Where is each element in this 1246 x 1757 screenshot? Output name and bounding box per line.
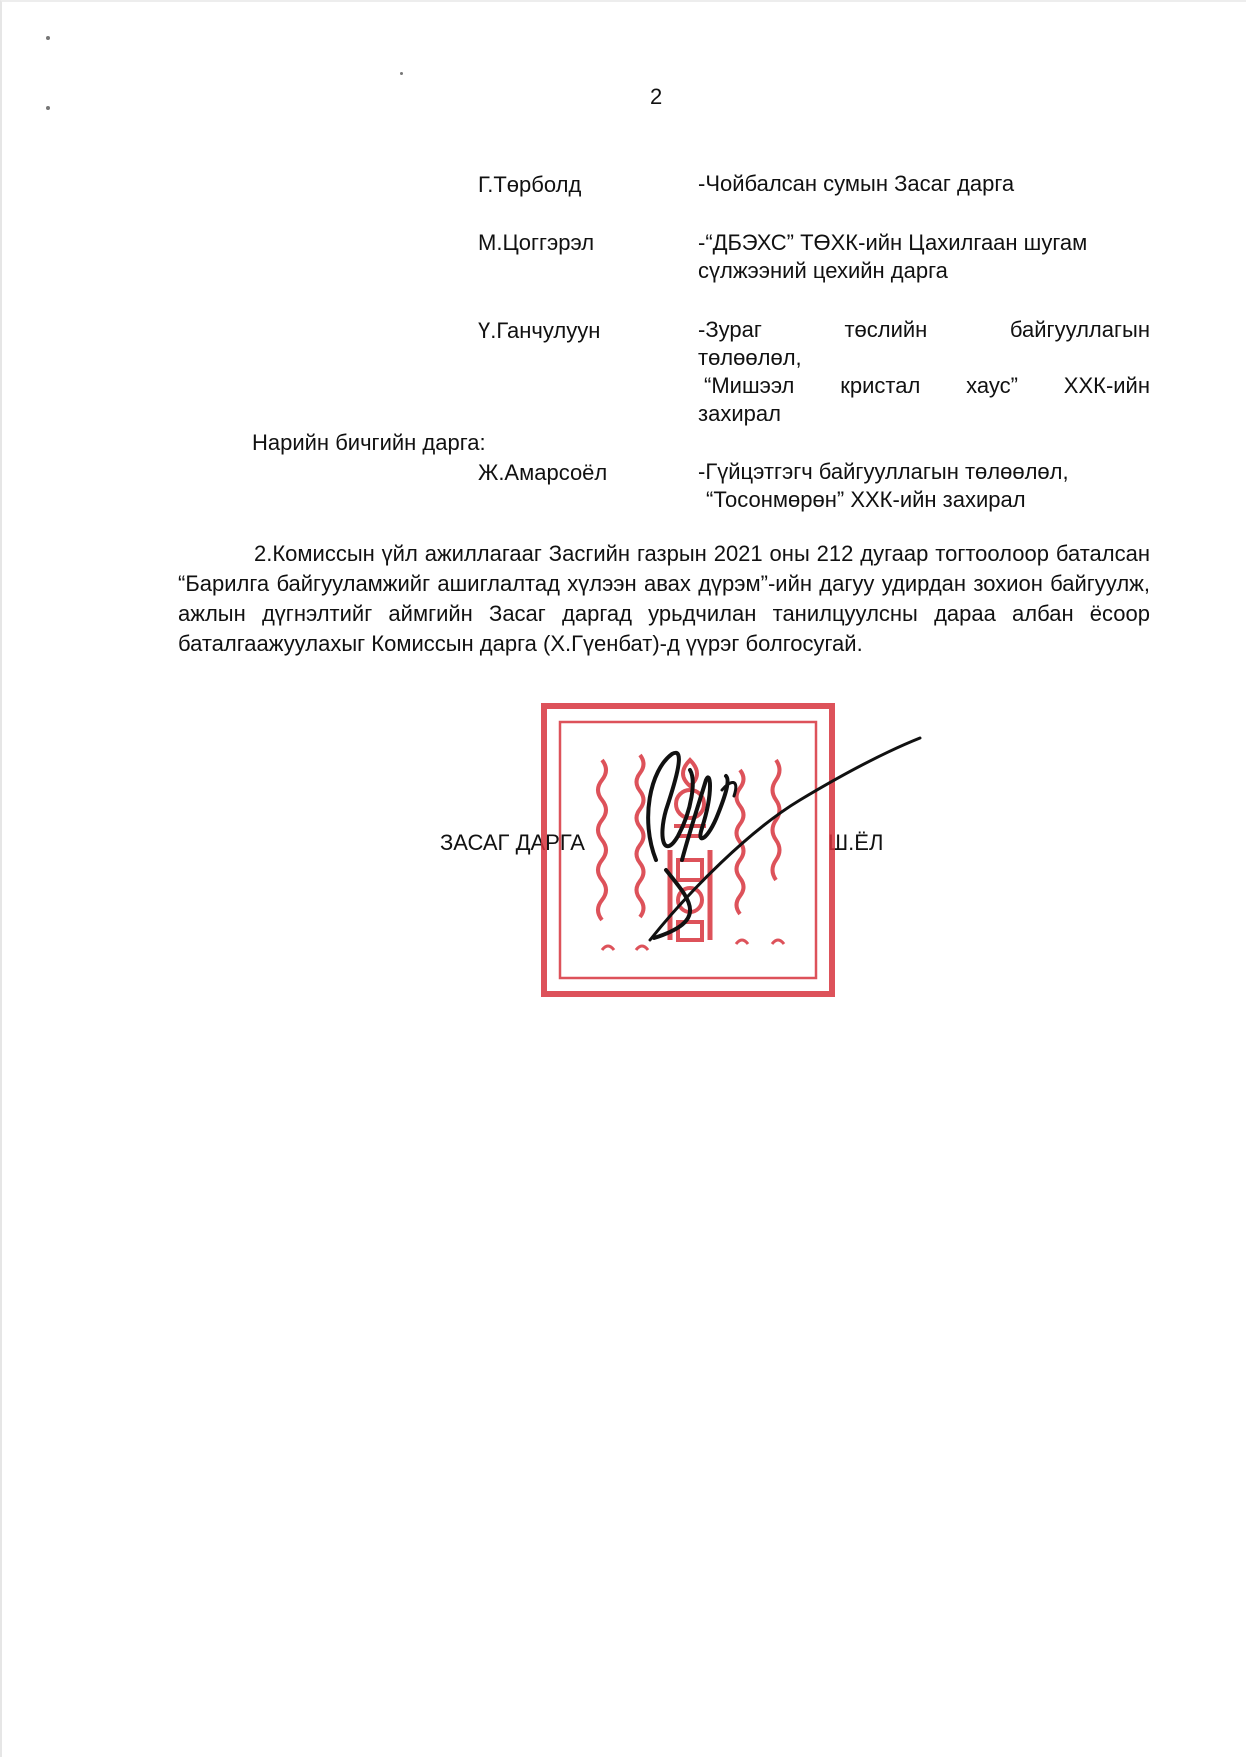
- scan-speck: [46, 106, 50, 110]
- signature-block: [0, 700, 1246, 1020]
- secretary-role-line: “Тосонмөрөн” ХХК-ийн захирал: [706, 487, 1026, 512]
- member-role-line: “Мишээл кристал хаус” ХХК-ийн: [704, 373, 1150, 398]
- secretary-name: Ж.Амарсоёл: [478, 460, 608, 485]
- member-name: М.Цоггэрэл: [478, 230, 595, 255]
- secretary-role-line: -Гүйцэтгэгч байгууллагын төлөөлөл,: [698, 459, 1069, 484]
- member-role-line: сүлжээний цехийн дарга: [698, 258, 948, 283]
- scan-speck: [46, 36, 50, 40]
- member-role-line: -“ДБЭХС” ТӨХК-ийн Цахилгаан шугам: [698, 230, 1088, 255]
- member-role: [698, 170, 1118, 198]
- member-role-line: захирал: [698, 401, 781, 426]
- handwritten-signature: [630, 710, 930, 950]
- secretary-role: [698, 458, 1150, 514]
- member-role: [698, 229, 1150, 285]
- secretary-heading: Нарийн бичгийн дарга:: [252, 430, 486, 455]
- member-name: Г.Төрболд: [478, 172, 582, 197]
- page-number: 2: [650, 84, 663, 109]
- member-role-line: -Зураг төслийн байгууллагын: [698, 317, 1150, 342]
- scan-speck: [400, 72, 403, 75]
- signer-name: Ш.ЁЛ: [828, 830, 884, 855]
- member-role: [698, 316, 1150, 428]
- body-paragraph: 2.Комиссын үйл ажиллагааг Засгийн газрын 2021 оны 212 дугаар тогтоолоор баталсан “Барилга байгууламжийг ашиглалтад хүлээн авах дүрэм”-ийн дагуу удирдан зохион байгуулж, ажлын дүгнэлтийг аймгийн Засаг даргад урьдчилан танилцуулсны дараа албан ёсоор баталгаажуулахыг Комиссын дарга (Х.Гүенбат)-д үүрэг болгосугай.: [178, 541, 1150, 656]
- member-role-line: төлөөлөл,: [698, 345, 802, 370]
- member-role-line: -Чойбалсан сумын Засаг дарга: [698, 171, 1015, 196]
- member-name: Ү.Ганчулуун: [478, 318, 601, 343]
- signer-title: ЗАСАГ ДАРГА: [440, 830, 585, 855]
